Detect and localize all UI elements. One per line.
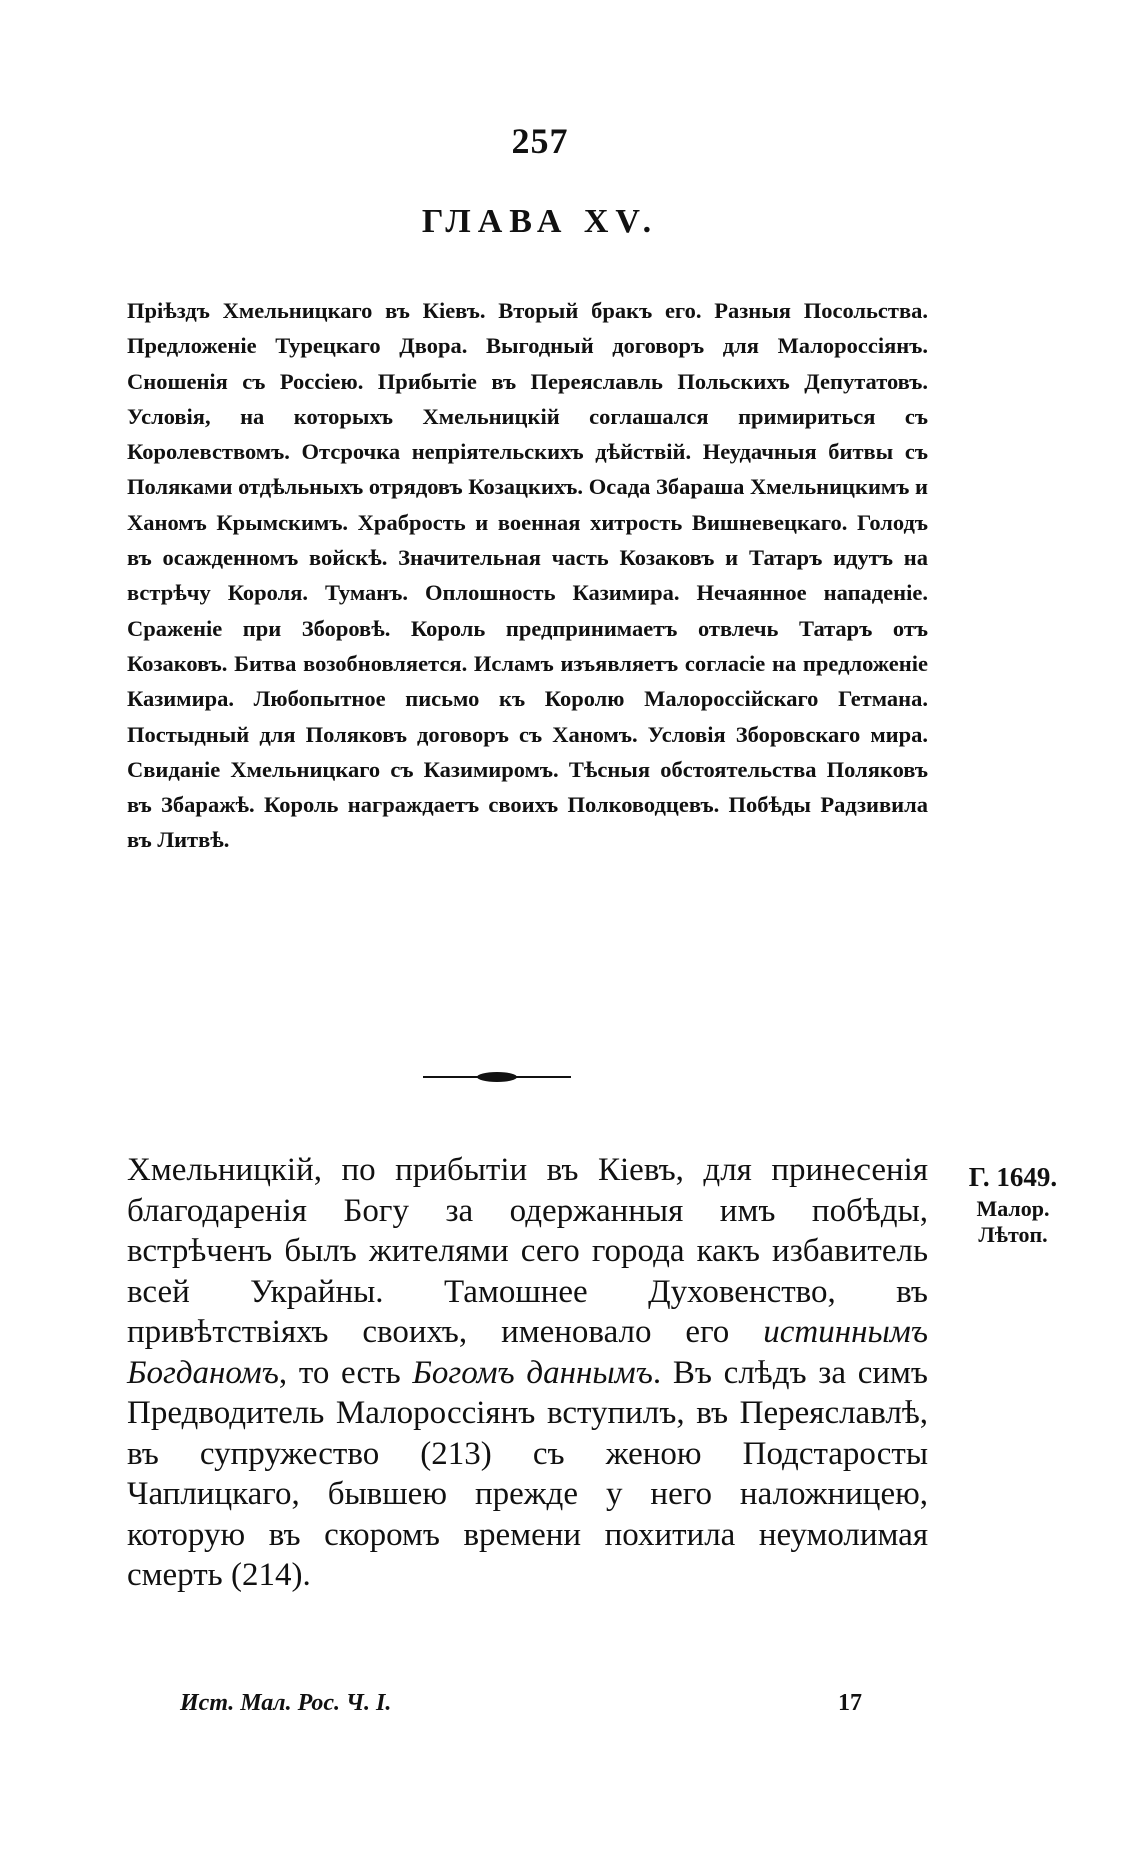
footer-signature-number: 17 bbox=[838, 1690, 862, 1716]
page-footer bbox=[180, 1690, 880, 1730]
body-italic-name: истиннымъ Богданомъ bbox=[127, 1314, 928, 1391]
margin-note bbox=[948, 1158, 1078, 1248]
body-text-part2: , то есть bbox=[278, 1354, 413, 1391]
footer-signature: Ист. Мал. Рос. Ч. I. bbox=[180, 1690, 392, 1716]
divider-ornament bbox=[477, 1072, 517, 1082]
body-italic-meaning: Богомъ даннымъ bbox=[412, 1354, 653, 1391]
body-text-part1: Хмельницкiй, по прибытiи въ Кiевъ, для принесенiя благодаренiя Богу за одержанныя имъ побѣды, встрѣченъ былъ жителями сего города какъ избавитель всей Украйны. Тамошнее Духовенство, въ привѣтствiяхъ своихъ, именовало его bbox=[127, 1152, 928, 1350]
margin-source-line1: Малор. bbox=[976, 1196, 1050, 1221]
margin-source-line2: Лѣтоп. bbox=[978, 1222, 1048, 1247]
body-text-part3: . Въ слѣдъ за симъ Предводитель Малороссiянъ вступилъ, въ Переяславлѣ, въ супружество (213) съ женою Подстаросты Чаплицкаго, бывшею прежде у него наложницею, которую въ скоромъ времени похитила неумолимая смерть (214). bbox=[127, 1354, 928, 1593]
chapter-title: ГЛАВА XV. bbox=[421, 203, 659, 240]
ornamental-divider bbox=[423, 1070, 571, 1084]
chapter-summary: Прiѣздъ Хмельницкаго въ Кiевъ. Вторый бракъ его. Разныя Посольства. Предложенiе Турецкаго Двора. Выгодный договоръ для Малороссiянъ. Сношенiя съ Россiею. Прибытiе въ Переяславль Польскихъ Депутатовъ. Условiя, на которыхъ Хмельницкiй соглашался примириться съ Королевствомъ. Отсрочка непрiятельскихъ дѣйствiй. Неудачныя битвы съ Поляками отдѣльныхъ отрядовъ Козацкихъ. Осада Збараша Хмельницкимъ и Ханомъ Крымскимъ. Храбрость и военная хитрость Вишневецкаго. Голодъ въ осажденномъ войскѣ. Значительная часть Козаковъ и Татаръ идутъ на встрѣчу Короля. Туманъ. Оплошность Казимира. Нечаянное нападенiе. Сраженiе при Зборовѣ. Король предпринимаетъ отвлечь Татаръ отъ Козаковъ. Битва возобновляется. Исламъ изъявляетъ согласiе на предложенiе Казимира. Любопытное письмо къ Королю Малороссiйскаго Гетмана. Постыдный для Поляковъ договоръ съ Ханомъ. Условiя Зборовскаго мира. Свиданiе Хмельницкаго съ Казимиромъ. Тѣсныя обстоятельства Поляковъ въ Збаражѣ. Король награждаетъ своихъ Полководцевъ. Побѣды Радзивила въ Литвѣ. bbox=[127, 298, 928, 853]
margin-year: Г. 1649. bbox=[968, 1162, 1058, 1192]
body-paragraph bbox=[127, 1150, 928, 1596]
page-number: 257 bbox=[511, 121, 569, 161]
